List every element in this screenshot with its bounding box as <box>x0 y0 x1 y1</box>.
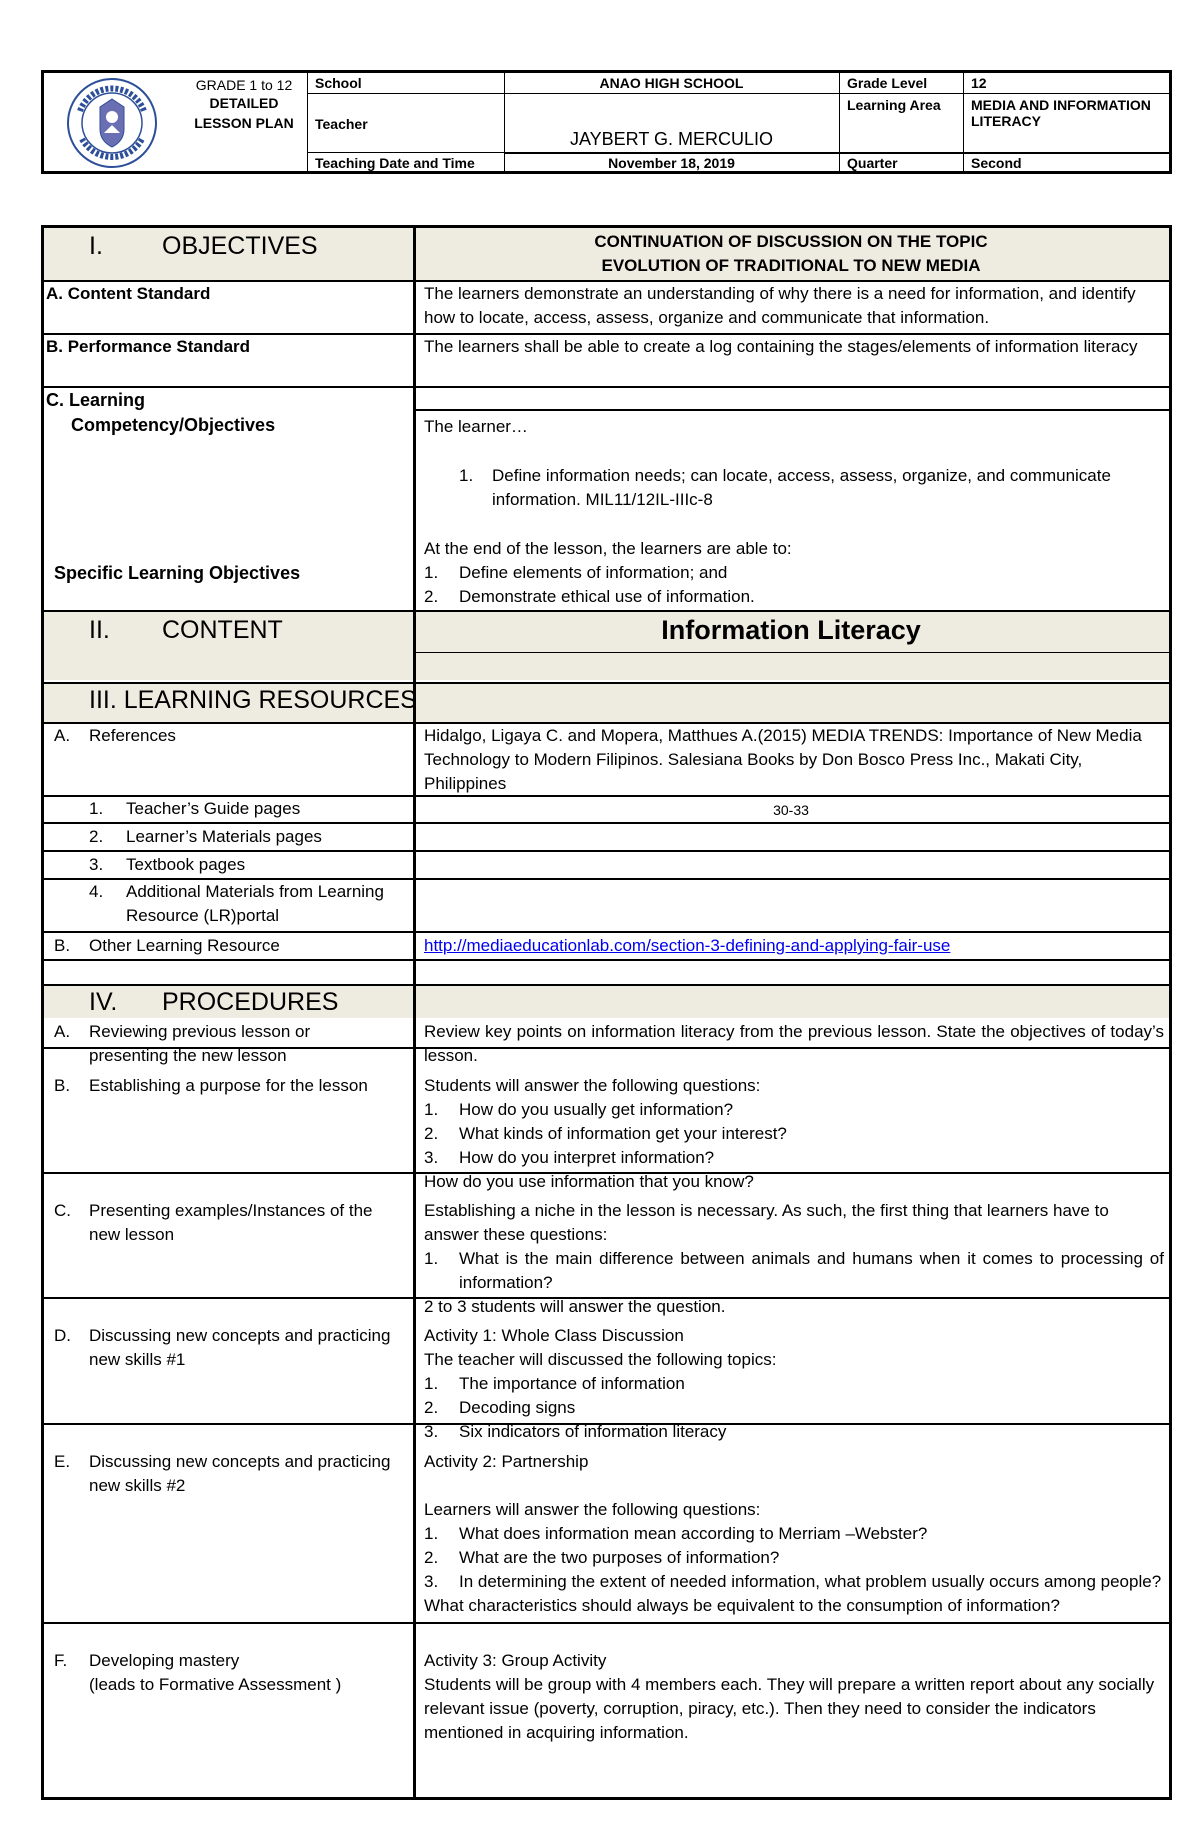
plan-title-2: LESSON PLAN <box>194 115 294 131</box>
topic-line-2: EVOLUTION OF TRADITIONAL TO NEW MEDIA <box>601 256 981 275</box>
procedure-f-content <box>424 1649 1164 1745</box>
competency-item: Define information needs; can locate, access, assess, organize, and communicate information. MIL11/12IL-IIIc-8 <box>492 466 1111 509</box>
quarter-label: Quarter <box>847 155 898 171</box>
procedure-b-content <box>424 1074 1164 1194</box>
procedure-e-letter: E. <box>54 1452 71 1471</box>
resource-item-3-num: 3. <box>89 855 104 874</box>
list-item: 3. In determining the extent of needed information, what problem usually occurs among people? <box>424 1572 1162 1591</box>
resource-item-1-num: 1. <box>89 799 104 818</box>
procedure-c-intro: Establishing a niche in the lesson is necessary. As such, the first thing that learners have to answer these questions: <box>424 1201 1109 1244</box>
other-resource-letter: B. <box>54 936 71 955</box>
list-item: 1. What does information mean according to Merriam –Webster? <box>424 1524 928 1543</box>
other-resource-label: Other Learning Resource <box>89 936 280 955</box>
performance-standard-label: B. Performance Standard <box>46 337 251 356</box>
procedure-a-label: Reviewing previous lesson or presenting the new lesson <box>89 1022 311 1065</box>
learning-area-label: Learning Area <box>847 97 941 113</box>
references-text: Hidalgo, Ligaya C. and Mopera, Matthues A.(2015) MEDIA TRENDS: Importance of New Media Technology to Modern Filipinos. Salesiana Books by Don Bosco Press Inc., Makati City, Philippines <box>424 726 1142 793</box>
procedure-a-letter: A. <box>54 1022 71 1041</box>
date-label: Teaching Date and Time <box>315 155 475 171</box>
procedure-d-intro: The teacher will discussed the following topics: <box>424 1350 777 1369</box>
objectives-heading-num: I. <box>89 232 103 260</box>
competency-label-2: Competency/Objectives <box>71 415 276 435</box>
resource-item-3-label: Textbook pages <box>126 855 246 874</box>
procedure-a-text: Review key points on information literacy from the previous lesson. State the objectives of today’s lesson. <box>424 1022 1164 1065</box>
resource-item-4-num: 4. <box>89 882 104 901</box>
learning-area-value: MEDIA AND INFORMATION LITERACY <box>971 97 1151 129</box>
school-label: School <box>315 75 362 91</box>
end-of-lesson-text: At the end of the lesson, the learners are able to: <box>424 539 792 558</box>
list-item: 3. Six indicators of information literacy <box>424 1422 727 1441</box>
date-value: November 18, 2019 <box>608 155 735 171</box>
procedure-e-label: Discussing new concepts and practicing new skills #2 <box>89 1452 391 1495</box>
procedure-c-label: Presenting examples/Instances of the new lesson <box>89 1201 373 1244</box>
procedure-b-outro: How do you use information that you know? <box>424 1172 754 1191</box>
content-standard-label: A. Content Standard <box>46 284 211 303</box>
grade-range: GRADE 1 to 12 <box>195 77 293 93</box>
grade-level-label: Grade Level <box>847 75 928 91</box>
school-value: ANAO HIGH SCHOOL <box>599 75 744 91</box>
list-item: 2. What kinds of information get your interest? <box>424 1124 787 1143</box>
procedure-e-title: Activity 2: Partnership <box>424 1452 589 1471</box>
procedure-c-letter: C. <box>54 1201 71 1220</box>
procedure-d-label: Discussing new concepts and practicing new skills #1 <box>89 1326 391 1369</box>
specific-item-1-num: 1. <box>424 563 439 582</box>
plan-title-1: DETAILED <box>209 95 279 111</box>
list-item: 3. How do you interpret information? <box>424 1148 715 1167</box>
procedure-d-content <box>424 1324 1164 1444</box>
procedure-c-outro: 2 to 3 students will answer the question. <box>424 1297 726 1316</box>
competency-item-num: 1. <box>459 466 474 485</box>
references-letter: A. <box>54 726 71 745</box>
content-standard-text: The learners demonstrate an understanding of why there is a need for information, and identify how to locate, access, assess, organize and communicate that information. <box>424 284 1136 327</box>
specific-item-2-num: 2. <box>424 587 439 606</box>
specific-item-1: Define elements of information; and <box>459 563 728 582</box>
procedure-d-letter: D. <box>54 1326 71 1345</box>
grade-level-value: 12 <box>971 75 987 91</box>
procedures-heading-num: IV. <box>89 988 118 1016</box>
procedure-d-title: Activity 1: Whole Class Discussion <box>424 1326 684 1345</box>
resource-item-4-label: Additional Materials from Learning Resource (LR)portal <box>126 882 384 925</box>
teacher-value: JAYBERT G. MERCULIO <box>569 129 774 149</box>
procedure-e-outro: What characteristics should always be equivalent to the consumption of information? <box>424 1596 1060 1615</box>
resource-item-2-label: Learner’s Materials pages <box>126 827 322 846</box>
procedure-c-content <box>424 1199 1164 1319</box>
learner-intro: The learner… <box>424 417 528 436</box>
procedure-f-text: Students will be group with 4 members each. They will prepare a written report about any socially relevant issue (poverty, corruption, piracy, etc.). Then they need to consider the indicators mentioned in acquiring information. <box>424 1675 1155 1742</box>
resource-item-2-num: 2. <box>89 827 104 846</box>
procedure-b-letter: B. <box>54 1076 71 1095</box>
content-value: Information Literacy <box>661 615 921 645</box>
header-table <box>41 70 1172 174</box>
procedure-e-intro: Learners will answer the following questions: <box>424 1500 761 1519</box>
specific-objectives-label: Specific Learning Objectives <box>54 563 301 583</box>
performance-standard-text: The learners shall be able to create a log containing the stages/elements of information literacy <box>424 337 1138 356</box>
competency-label-1: C. Learning <box>46 390 146 410</box>
procedures-heading: PROCEDURES <box>162 988 339 1016</box>
quarter-value: Second <box>971 155 1022 171</box>
list-item: 1. What is the main difference between animals and humans when it comes to processing of information? <box>424 1249 1164 1292</box>
procedure-f-letter: F. <box>54 1651 68 1670</box>
topic-line-1: CONTINUATION OF DISCUSSION ON THE TOPIC <box>594 232 988 251</box>
references-label: References <box>89 726 176 745</box>
content-heading-num: II. <box>89 616 110 644</box>
objectives-heading: OBJECTIVES <box>162 232 318 260</box>
deped-seal-icon <box>66 77 158 169</box>
procedure-b-label: Establishing a purpose for the lesson <box>89 1076 368 1095</box>
procedure-f-title: Activity 3: Group Activity <box>424 1651 607 1670</box>
resource-item-1-label: Teacher’s Guide pages <box>126 799 301 818</box>
procedure-f-label-1: Developing mastery <box>89 1651 240 1670</box>
content-heading: CONTENT <box>162 616 283 644</box>
resources-heading: III. LEARNING RESOURCES <box>89 686 417 714</box>
lesson-plan-table <box>41 225 1172 1800</box>
teachers-guide-pages: 30-33 <box>773 802 809 818</box>
list-item: 2. Decoding signs <box>424 1398 576 1417</box>
list-item: 1. The importance of information <box>424 1374 685 1393</box>
procedure-f-label-2: (leads to Formative Assessment ) <box>89 1675 342 1694</box>
list-item: 1. How do you usually get information? <box>424 1100 734 1119</box>
other-resource-link[interactable]: http://mediaeducationlab.com/section-3-defining-and-applying-fair-use <box>424 936 951 955</box>
procedure-b-intro: Students will answer the following questions: <box>424 1076 761 1095</box>
procedure-e-content <box>424 1450 1164 1618</box>
specific-item-2: Demonstrate ethical use of information. <box>459 587 755 606</box>
teacher-label: Teacher <box>315 116 368 132</box>
list-item: 2. What are the two purposes of information? <box>424 1548 780 1567</box>
